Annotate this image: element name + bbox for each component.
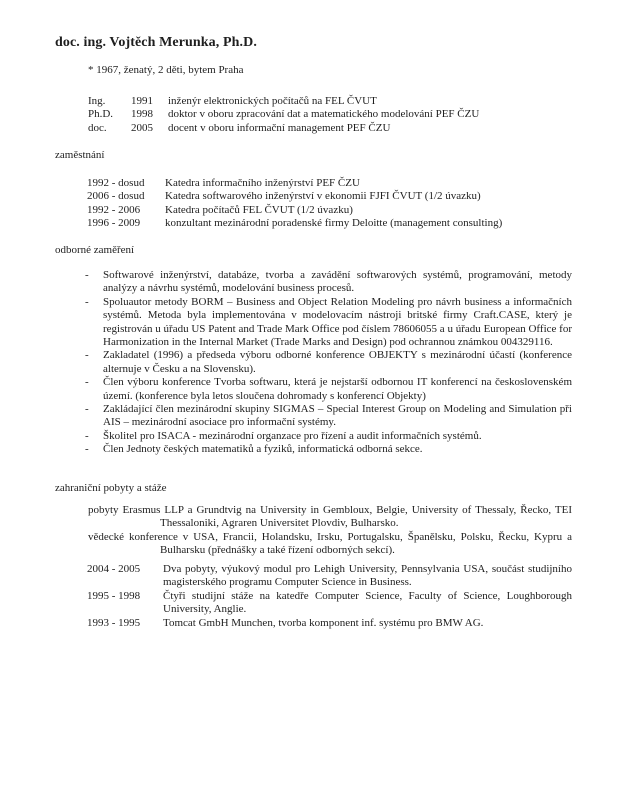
focus-bullet-item <box>85 403 572 430</box>
employment-row <box>87 177 572 190</box>
degree-year: 1998 <box>131 108 153 121</box>
bullet-dash-marker: - <box>85 349 89 362</box>
degree-label: doc. <box>88 121 107 134</box>
abroad-stay-row <box>87 590 572 617</box>
focus-bullet-text: Softwarové inženýrství, databáze, tvorba a zavádění softwarových systémů, programování, metody analýzy a návrhu systémů, modelování business procesů. <box>103 269 572 295</box>
bullet-dash-marker: - <box>85 429 89 442</box>
employment-table <box>87 177 572 231</box>
abroad-stay-row <box>87 617 572 630</box>
employment-description: Katedra počítačů FEL ČVUT (1/2 úvazku) <box>165 203 353 216</box>
employment-period: 1992 - 2006 <box>87 203 141 216</box>
focus-bullet-text: Člen Jednoty českých matematiků a fyziků, informatická odborná sekce. <box>103 443 423 456</box>
focus-bullet-item <box>85 376 572 403</box>
abroad-stay-row <box>87 563 572 590</box>
employment-row <box>87 217 572 230</box>
abroad-stay-description: Tomcat GmbH Munchen, tvorba komponent inf. systému pro BMW AG. <box>163 616 484 629</box>
section-heading-focus: odborné zaměření <box>55 244 135 256</box>
focus-bullet-item <box>85 296 572 350</box>
abroad-intro-paragraph: pobyty Erasmus LLP a Grundtvig na University in Gembloux, Belgie, University of Thessaly, Řecko, TEI Thessaloniki, Agraren Universitet Plovdiv, Bulharsko. <box>88 504 572 530</box>
bullet-dash-marker: - <box>85 295 89 308</box>
bullet-dash-marker: - <box>85 403 89 416</box>
section-heading-employment: zaměstnání <box>55 149 105 161</box>
section-heading-abroad: zahraniční pobyty a stáže <box>55 482 167 494</box>
employment-period: 1996 - 2009 <box>87 217 141 230</box>
degree-year: 1991 <box>131 95 153 107</box>
employment-description: Katedra softwarového inženýrství v ekonomii FJFI ČVUT (1/2 úvazku) <box>165 190 481 203</box>
degree-row <box>88 108 572 121</box>
degree-description: docent v oboru informační management PEF ČZU <box>168 121 391 134</box>
degree-label: Ing. <box>88 95 106 107</box>
focus-bullet-text: Spoluautor metody BORM – Business and Object Relation Modeling pro návrh business a informačních systémů. Metoda byla implementována v modelovacím nástroji britské firmy Craft.CASE, který je registrován u úřadu US Patent and Trade Mark Office pod číslem 78606055 a u úřadu European Office for Harmonization in the Internal Market (Trade Marks and Design) pod ochrannou známkou 004329116. <box>103 295 572 349</box>
degrees-table <box>88 95 572 135</box>
degree-row <box>88 122 572 135</box>
focus-bullet-text: Školitel pro ISACA - mezinárodní organzace pro řízení a audit informačních systémů. <box>103 429 482 442</box>
bullet-dash-marker: - <box>85 376 89 389</box>
degree-row <box>88 95 572 108</box>
abroad-intro-paragraph: vědecké konference v USA, Francii, Holandsku, Irsku, Portugalsku, Španělsku, Polsku, Řecku, Kypru a Bulharsku (přednášky a také řízení odborných sekcí). <box>88 530 572 557</box>
degree-year: 2005 <box>131 121 153 134</box>
focus-bullet-item <box>85 269 572 296</box>
abroad-stay-period: 1995 - 1998 <box>87 589 141 602</box>
employment-description: Katedra informačního inženýrství PEF ČZU <box>165 177 360 189</box>
employment-period: 2006 - dosud <box>87 190 145 203</box>
degree-description: doktor v oboru zpracování dat a matematického modelování PEF ČZU <box>168 108 480 121</box>
abroad-stays-table <box>87 563 572 630</box>
focus-bullet-item <box>85 349 572 376</box>
bullet-dash-marker: - <box>85 443 89 456</box>
employment-row <box>87 204 572 217</box>
abroad-stay-period: 1993 - 1995 <box>87 616 141 629</box>
focus-bullet-text: Zakladatel (1996) a předseda výboru odborné konference OBJEKTY s mezinárodní účastí (konference alternuje v Česku a na Slovensku). <box>103 349 572 375</box>
focus-bullet-item <box>85 443 572 456</box>
bullet-dash-marker: - <box>85 269 89 281</box>
employment-description: konzultant mezinárodní poradenské firmy Deloitte (management consulting) <box>165 217 503 230</box>
focus-bullet-item <box>85 430 572 443</box>
degree-description: inženýr elektronických počítačů na FEL ČVUT <box>168 95 377 107</box>
employment-row <box>87 190 572 203</box>
degree-label: Ph.D. <box>88 108 114 121</box>
abroad-stay-description: Dva pobyty, výukový modul pro Lehigh University, Pennsylvania USA, součást studijního magisterského programu Computer Science in Business. <box>163 563 572 589</box>
abroad-stay-period: 2004 - 2005 <box>87 563 141 575</box>
abroad-stay-description: Čtyři studijní stáže na katedře Computer Science, Faculty of Science, Loughborough University, Anglie. <box>163 589 572 616</box>
personal-info-line: * 1967, ženatý, 2 děti, bytem Praha <box>88 64 244 76</box>
focus-bullet-list <box>85 269 572 457</box>
page-title: doc. ing. Vojtěch Merunka, Ph.D. <box>55 35 257 50</box>
abroad-intro-paragraphs <box>88 504 572 558</box>
focus-bullet-text: Člen výboru konference Tvorba softwaru, která je nejstarší odbornou IT konferencí na československém území. (konference byla letos sloučena dohromady s konferencí Objekty) <box>103 376 572 402</box>
employment-period: 1992 - dosud <box>87 177 145 189</box>
focus-bullet-text: Zakládající člen mezinárodní skupiny SIGMAS – Special Interest Group on Modeling and Simulation při AIS – mezinárodní asociace pro informační systémy. <box>103 403 572 429</box>
